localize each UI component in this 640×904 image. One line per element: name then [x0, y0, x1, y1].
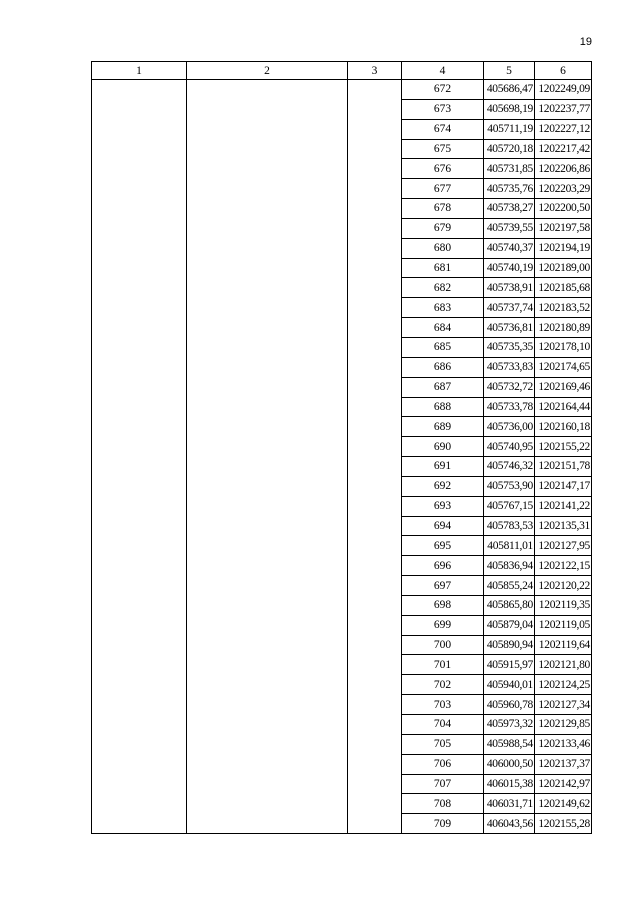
y-coordinate-cell: 1202197,58: [535, 218, 592, 238]
y-coordinate-cell: 1202142,97: [535, 774, 592, 794]
x-coordinate-cell: 405865,80: [484, 595, 535, 615]
y-coordinate-cell: 1202164,44: [535, 397, 592, 417]
table-body: [92, 80, 592, 834]
point-number-cell: 673: [402, 99, 484, 119]
column-header: 2: [187, 62, 348, 80]
x-coordinate-cell: 406000,50: [484, 754, 535, 774]
x-coordinate-cell: 405783,53: [484, 516, 535, 536]
point-number-cell: 678: [402, 199, 484, 219]
point-number-cell: 694: [402, 516, 484, 536]
column-header: 3: [348, 62, 402, 80]
y-coordinate-cell: 1202180,89: [535, 318, 592, 338]
point-number-cell: 706: [402, 754, 484, 774]
x-coordinate-cell: 405738,27: [484, 199, 535, 219]
x-coordinate-cell: 405733,83: [484, 357, 535, 377]
point-number-cell: 698: [402, 595, 484, 615]
y-coordinate-cell: 1202189,00: [535, 258, 592, 278]
x-coordinate-cell: 405767,15: [484, 496, 535, 516]
column-2-cell: [187, 80, 348, 834]
x-coordinate-cell: 405890,94: [484, 635, 535, 655]
y-coordinate-cell: 1202183,52: [535, 298, 592, 318]
x-coordinate-cell: 405753,90: [484, 476, 535, 496]
x-coordinate-cell: 405736,81: [484, 318, 535, 338]
y-coordinate-cell: 1202119,64: [535, 635, 592, 655]
y-coordinate-cell: 1202185,68: [535, 278, 592, 298]
point-number-cell: 680: [402, 238, 484, 258]
y-coordinate-cell: 1202119,05: [535, 615, 592, 635]
x-coordinate-cell: 406015,38: [484, 774, 535, 794]
point-number-cell: 703: [402, 695, 484, 715]
point-number-cell: 676: [402, 159, 484, 179]
table-row: [92, 80, 592, 100]
point-number-cell: 674: [402, 119, 484, 139]
point-number-cell: 701: [402, 655, 484, 675]
x-coordinate-cell: 405940,01: [484, 675, 535, 695]
point-number-cell: 699: [402, 615, 484, 635]
point-number-cell: 691: [402, 457, 484, 477]
x-coordinate-cell: 405879,04: [484, 615, 535, 635]
x-coordinate-cell: 405740,19: [484, 258, 535, 278]
point-number-cell: 690: [402, 437, 484, 457]
x-coordinate-cell: 405711,19: [484, 119, 535, 139]
y-coordinate-cell: 1202141,22: [535, 496, 592, 516]
point-number-cell: 696: [402, 556, 484, 576]
page-number: 19: [579, 36, 592, 48]
y-coordinate-cell: 1202155,22: [535, 437, 592, 457]
y-coordinate-cell: 1202121,80: [535, 655, 592, 675]
x-coordinate-cell: 405735,76: [484, 179, 535, 199]
y-coordinate-cell: 1202217,42: [535, 139, 592, 159]
y-coordinate-cell: 1202200,50: [535, 199, 592, 219]
x-coordinate-cell: 405738,91: [484, 278, 535, 298]
x-coordinate-cell: 405915,97: [484, 655, 535, 675]
point-number-cell: 686: [402, 357, 484, 377]
y-coordinate-cell: 1202155,28: [535, 814, 592, 834]
y-coordinate-cell: 1202147,17: [535, 476, 592, 496]
y-coordinate-cell: 1202203,29: [535, 179, 592, 199]
x-coordinate-cell: 405736,00: [484, 417, 535, 437]
point-number-cell: 695: [402, 536, 484, 556]
point-number-cell: 679: [402, 218, 484, 238]
x-coordinate-cell: 405836,94: [484, 556, 535, 576]
x-coordinate-cell: 405973,32: [484, 715, 535, 735]
x-coordinate-cell: 405737,74: [484, 298, 535, 318]
point-number-cell: 688: [402, 397, 484, 417]
point-number-cell: 692: [402, 476, 484, 496]
x-coordinate-cell: 405732,72: [484, 377, 535, 397]
x-coordinate-cell: 405686,47: [484, 80, 535, 100]
column-header: 4: [402, 62, 484, 80]
x-coordinate-cell: 405733,78: [484, 397, 535, 417]
y-coordinate-cell: 1202237,77: [535, 99, 592, 119]
y-coordinate-cell: 1202160,18: [535, 417, 592, 437]
y-coordinate-cell: 1202149,62: [535, 794, 592, 814]
point-number-cell: 672: [402, 80, 484, 100]
column-1-cell: [92, 80, 187, 834]
y-coordinate-cell: 1202129,85: [535, 715, 592, 735]
y-coordinate-cell: 1202137,37: [535, 754, 592, 774]
x-coordinate-cell: 405740,95: [484, 437, 535, 457]
x-coordinate-cell: 405739,55: [484, 218, 535, 238]
point-number-cell: 693: [402, 496, 484, 516]
y-coordinate-cell: 1202133,46: [535, 734, 592, 754]
point-number-cell: 697: [402, 576, 484, 596]
column-header: 1: [92, 62, 187, 80]
y-coordinate-cell: 1202127,95: [535, 536, 592, 556]
point-number-cell: 700: [402, 635, 484, 655]
y-coordinate-cell: 1202194,19: [535, 238, 592, 258]
x-coordinate-cell: 405698,19: [484, 99, 535, 119]
point-number-cell: 675: [402, 139, 484, 159]
column-number-row: [92, 62, 592, 80]
y-coordinate-cell: 1202206,86: [535, 159, 592, 179]
x-coordinate-cell: 405988,54: [484, 734, 535, 754]
y-coordinate-cell: 1202227,12: [535, 119, 592, 139]
y-coordinate-cell: 1202120,22: [535, 576, 592, 596]
x-coordinate-cell: 406043,56: [484, 814, 535, 834]
y-coordinate-cell: 1202178,10: [535, 337, 592, 357]
point-number-cell: 707: [402, 774, 484, 794]
y-coordinate-cell: 1202122,15: [535, 556, 592, 576]
x-coordinate-cell: 405746,32: [484, 457, 535, 477]
point-number-cell: 683: [402, 298, 484, 318]
point-number-cell: 684: [402, 318, 484, 338]
y-coordinate-cell: 1202174,65: [535, 357, 592, 377]
y-coordinate-cell: 1202169,46: [535, 377, 592, 397]
point-number-cell: 685: [402, 337, 484, 357]
x-coordinate-cell: 405855,24: [484, 576, 535, 596]
column-3-cell: [348, 80, 402, 834]
y-coordinate-cell: 1202119,35: [535, 595, 592, 615]
point-number-cell: 687: [402, 377, 484, 397]
y-coordinate-cell: 1202127,34: [535, 695, 592, 715]
y-coordinate-cell: 1202151,78: [535, 457, 592, 477]
x-coordinate-cell: 405740,37: [484, 238, 535, 258]
point-number-cell: 709: [402, 814, 484, 834]
point-number-cell: 704: [402, 715, 484, 735]
point-number-cell: 681: [402, 258, 484, 278]
point-number-cell: 705: [402, 734, 484, 754]
point-number-cell: 682: [402, 278, 484, 298]
x-coordinate-cell: 405811,01: [484, 536, 535, 556]
coordinates-table: [91, 61, 592, 834]
x-coordinate-cell: 405720,18: [484, 139, 535, 159]
x-coordinate-cell: 406031,71: [484, 794, 535, 814]
point-number-cell: 702: [402, 675, 484, 695]
x-coordinate-cell: 405731,85: [484, 159, 535, 179]
point-number-cell: 708: [402, 794, 484, 814]
y-coordinate-cell: 1202249,09: [535, 80, 592, 100]
x-coordinate-cell: 405960,78: [484, 695, 535, 715]
column-header: 6: [535, 62, 592, 80]
column-header: 5: [484, 62, 535, 80]
x-coordinate-cell: 405735,35: [484, 337, 535, 357]
y-coordinate-cell: 1202135,31: [535, 516, 592, 536]
point-number-cell: 677: [402, 179, 484, 199]
y-coordinate-cell: 1202124,25: [535, 675, 592, 695]
point-number-cell: 689: [402, 417, 484, 437]
